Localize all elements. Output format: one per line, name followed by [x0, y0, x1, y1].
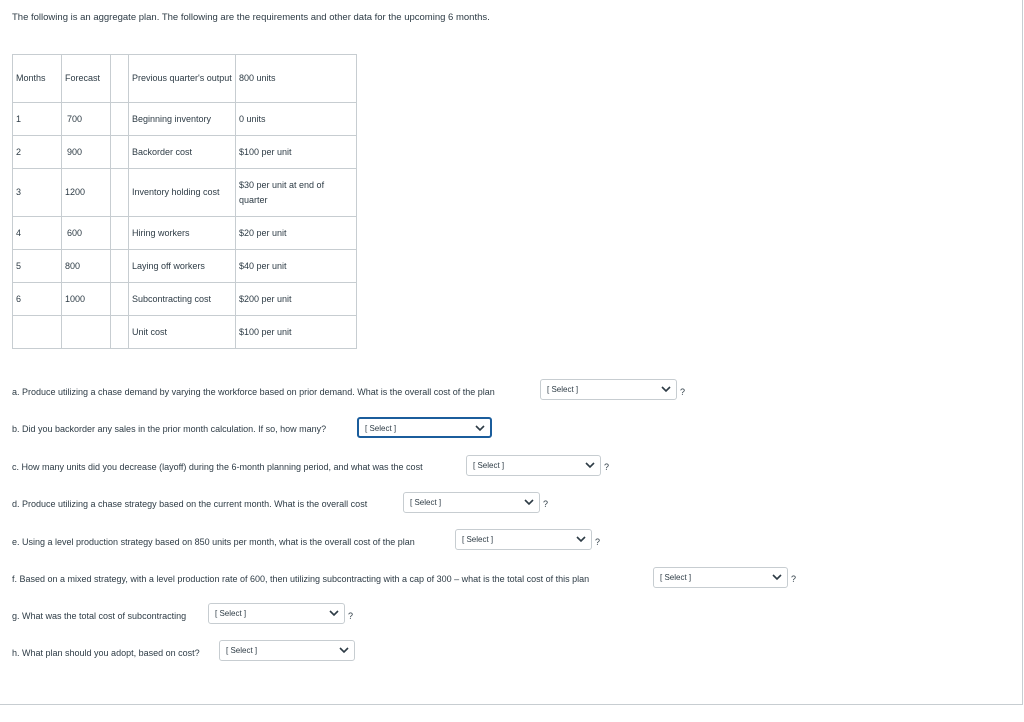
chevron-down-icon — [523, 496, 535, 508]
table-cell: $100 per unit — [236, 316, 357, 349]
chevron-down-icon — [328, 607, 340, 619]
table-cell: $20 per unit — [236, 217, 357, 250]
table-cell: 800 units — [236, 55, 357, 103]
table-row — [13, 103, 357, 136]
question-mark: ? — [791, 574, 797, 584]
table-cell: $100 per unit — [236, 136, 357, 169]
table-cell: 900 — [62, 136, 111, 169]
select-placeholder: [ Select ] — [462, 535, 494, 544]
table-cell: 700 — [62, 103, 111, 136]
table-cell: Laying off workers — [129, 250, 236, 283]
select-placeholder: [ Select ] — [547, 385, 579, 394]
table-cell: 800 — [62, 250, 111, 283]
question-mark: ? — [680, 387, 686, 397]
answer-select-b[interactable] — [357, 417, 492, 438]
table-cell: 1 — [13, 103, 62, 136]
answer-select-a[interactable] — [540, 379, 677, 400]
table-cell — [111, 136, 129, 169]
question-mark: ? — [543, 499, 549, 509]
table-cell: Beginning inventory — [129, 103, 236, 136]
question-f: f. Based on a mixed strategy, with a level production rate of 600, then utilizing subcontracting with a cap of 300 – what is the total cost of this plan — [12, 574, 590, 584]
table-row — [13, 169, 357, 217]
table-cell — [111, 250, 129, 283]
intro-text: The following is an aggregate plan. The following are the requirements and other data for the upcoming 6 months. — [12, 12, 490, 23]
chevron-down-icon — [474, 422, 486, 434]
table-row — [13, 316, 357, 349]
table-row — [13, 283, 357, 316]
table-cell: 1200 — [62, 169, 111, 217]
answer-select-h[interactable] — [219, 640, 355, 661]
table-cell: Subcontracting cost — [129, 283, 236, 316]
chevron-down-icon — [338, 644, 350, 656]
chevron-down-icon — [771, 571, 783, 583]
answer-select-d[interactable] — [403, 492, 540, 513]
table-cell: 4 — [13, 217, 62, 250]
table-cell: Forecast — [62, 55, 111, 103]
table-cell — [111, 217, 129, 250]
question-mark: ? — [604, 462, 610, 472]
table-cell: Hiring workers — [129, 217, 236, 250]
table-cell: Backorder cost — [129, 136, 236, 169]
chevron-down-icon — [660, 383, 672, 395]
table-cell: 600 — [62, 217, 111, 250]
select-placeholder: [ Select ] — [473, 461, 505, 470]
answer-select-c[interactable] — [466, 455, 601, 476]
table-cell: $30 per unit at end of quarter — [236, 169, 357, 217]
table-cell: 0 units — [236, 103, 357, 136]
table-row — [13, 217, 357, 250]
table-cell — [111, 169, 129, 217]
table-row — [13, 250, 357, 283]
question-e: e. Using a level production strategy based on 850 units per month, what is the overall cost of the plan — [12, 537, 415, 547]
table-cell: 3 — [13, 169, 62, 217]
table-row — [13, 136, 357, 169]
table-cell: $40 per unit — [236, 250, 357, 283]
table-cell — [13, 316, 62, 349]
table-row — [13, 55, 357, 103]
question-c: c. How many units did you decrease (layoff) during the 6-month planning period, and what was the cost — [12, 462, 423, 472]
question-b: b. Did you backorder any sales in the prior month calculation. If so, how many? — [12, 424, 327, 434]
answer-select-e[interactable] — [455, 529, 592, 550]
question-d: d. Produce utilizing a chase strategy based on the current month. What is the overall cost — [12, 499, 368, 509]
table-cell: $200 per unit — [236, 283, 357, 316]
select-placeholder: [ Select ] — [365, 424, 397, 433]
table-cell: Unit cost — [129, 316, 236, 349]
table-cell — [62, 316, 111, 349]
data-table — [12, 54, 357, 349]
table-cell: Months — [13, 55, 62, 103]
table-cell: 1000 — [62, 283, 111, 316]
table-cell: Previous quarter's output — [129, 55, 236, 103]
table-cell — [111, 55, 129, 103]
table-cell: 5 — [13, 250, 62, 283]
question-a: a. Produce utilizing a chase demand by varying the workforce based on prior demand. What is the overall cost of the plan — [12, 387, 495, 397]
table-cell — [111, 316, 129, 349]
question-g: g. What was the total cost of subcontracting — [12, 611, 187, 621]
select-placeholder: [ Select ] — [410, 498, 442, 507]
table-cell — [111, 103, 129, 136]
question-h: h. What plan should you adopt, based on cost? — [12, 648, 200, 658]
table-cell: Inventory holding cost — [129, 169, 236, 217]
table-cell — [111, 283, 129, 316]
select-placeholder: [ Select ] — [660, 573, 692, 582]
chevron-down-icon — [584, 459, 596, 471]
select-placeholder: [ Select ] — [226, 646, 258, 655]
answer-select-f[interactable] — [653, 567, 788, 588]
table-cell: 2 — [13, 136, 62, 169]
question-mark: ? — [595, 537, 601, 547]
select-placeholder: [ Select ] — [215, 609, 247, 618]
answer-select-g[interactable] — [208, 603, 345, 624]
question-mark: ? — [348, 611, 354, 621]
table-cell: 6 — [13, 283, 62, 316]
chevron-down-icon — [575, 533, 587, 545]
